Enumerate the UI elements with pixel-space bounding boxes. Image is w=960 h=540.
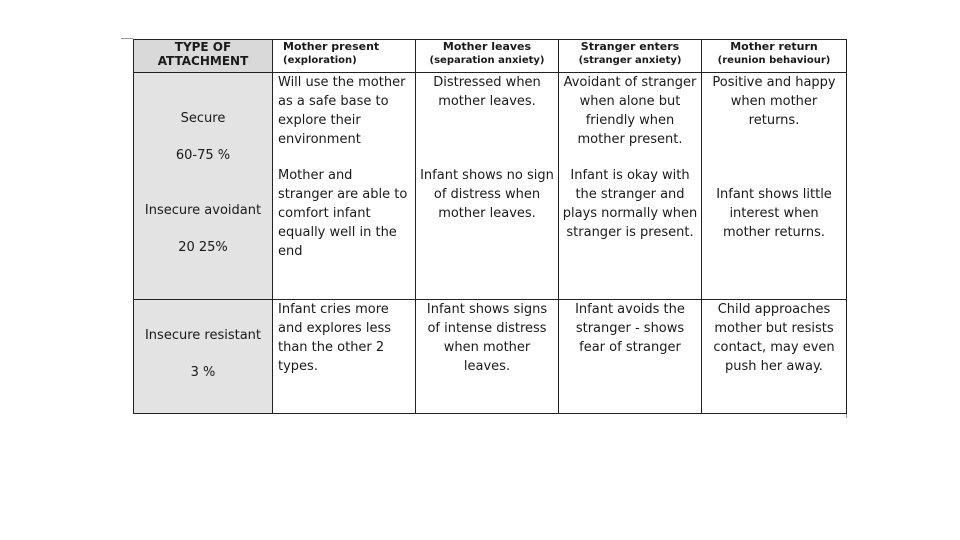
attachment-type-cell [134, 73, 273, 300]
secure-mother-return: Positive and happy when mother returns. [712, 75, 836, 128]
secure-mother-leaves: Distressed when mother leaves. [433, 75, 541, 109]
table-header-row [134, 40, 847, 73]
resistant-mother-leaves: Infant shows signs of intense distress when mother leaves. [416, 300, 559, 414]
avoidant-mother-present: Mother and stranger are able to comfort infant equally well in the end [278, 168, 408, 259]
resistant-mother-return: Child approaches mother but resists contact, may even push her away. [702, 300, 847, 414]
header-mother-leaves-label: Mother leaves [442, 40, 532, 53]
header-stranger-enters-label: Stranger enters [580, 40, 680, 53]
stranger-enters-cell [559, 73, 702, 300]
attachment-type-insecure-resistant: Insecure resistant [144, 328, 262, 343]
header-stranger-enters [559, 40, 702, 73]
header-mother-leaves [416, 40, 559, 73]
resistant-stranger-enters: Infant avoids the stranger - shows fear of stranger [559, 300, 702, 414]
header-stranger-enters-sublabel: (stranger anxiety) [578, 55, 682, 66]
corner-crop-mark [121, 38, 133, 39]
avoidant-mother-leaves: Infant shows no sign of distress when mother leaves. [420, 168, 554, 221]
mother-leaves-cell [416, 73, 559, 300]
avoidant-mother-return: Infant shows little interest when mother returns. [716, 187, 832, 240]
table-row [134, 300, 847, 414]
mother-return-cell [702, 73, 847, 300]
header-type-of-attachment: TYPE OF ATTACHMENT [134, 40, 273, 73]
header-mother-present [273, 40, 416, 73]
attachment-percent-secure: 60-75 % [175, 148, 231, 163]
secure-stranger-enters: Avoidant of stranger when alone but friendly when mother present. [563, 75, 697, 147]
secure-mother-present: Will use the mother as a safe base to explore their environment [278, 75, 406, 147]
table-row [134, 73, 847, 300]
avoidant-stranger-enters: Infant is okay with the stranger and plays normally when stranger is present. [562, 168, 698, 240]
attachment-type-insecure-avoidant: Insecure avoidant [144, 203, 262, 218]
attachment-percent-insecure-resistant: 3 % [190, 365, 216, 380]
header-mother-return-label: Mother return [730, 40, 818, 53]
header-mother-present-sublabel: (exploration) [283, 55, 357, 66]
header-mother-return-sublabel: (reunion behaviour) [717, 55, 831, 66]
header-mother-return [702, 40, 847, 73]
header-mother-leaves-sublabel: (separation anxiety) [429, 55, 545, 66]
mother-present-cell [273, 73, 416, 300]
attachment-type-secure: Secure [180, 111, 226, 126]
attachment-types-table [133, 39, 847, 414]
header-mother-present-label: Mother present [283, 40, 380, 53]
attachment-type-cell [134, 300, 273, 414]
attachment-percent-insecure-avoidant: 20 25% [178, 240, 228, 255]
resistant-mother-present: Infant cries more and explores less than the other 2 types. [273, 300, 416, 414]
